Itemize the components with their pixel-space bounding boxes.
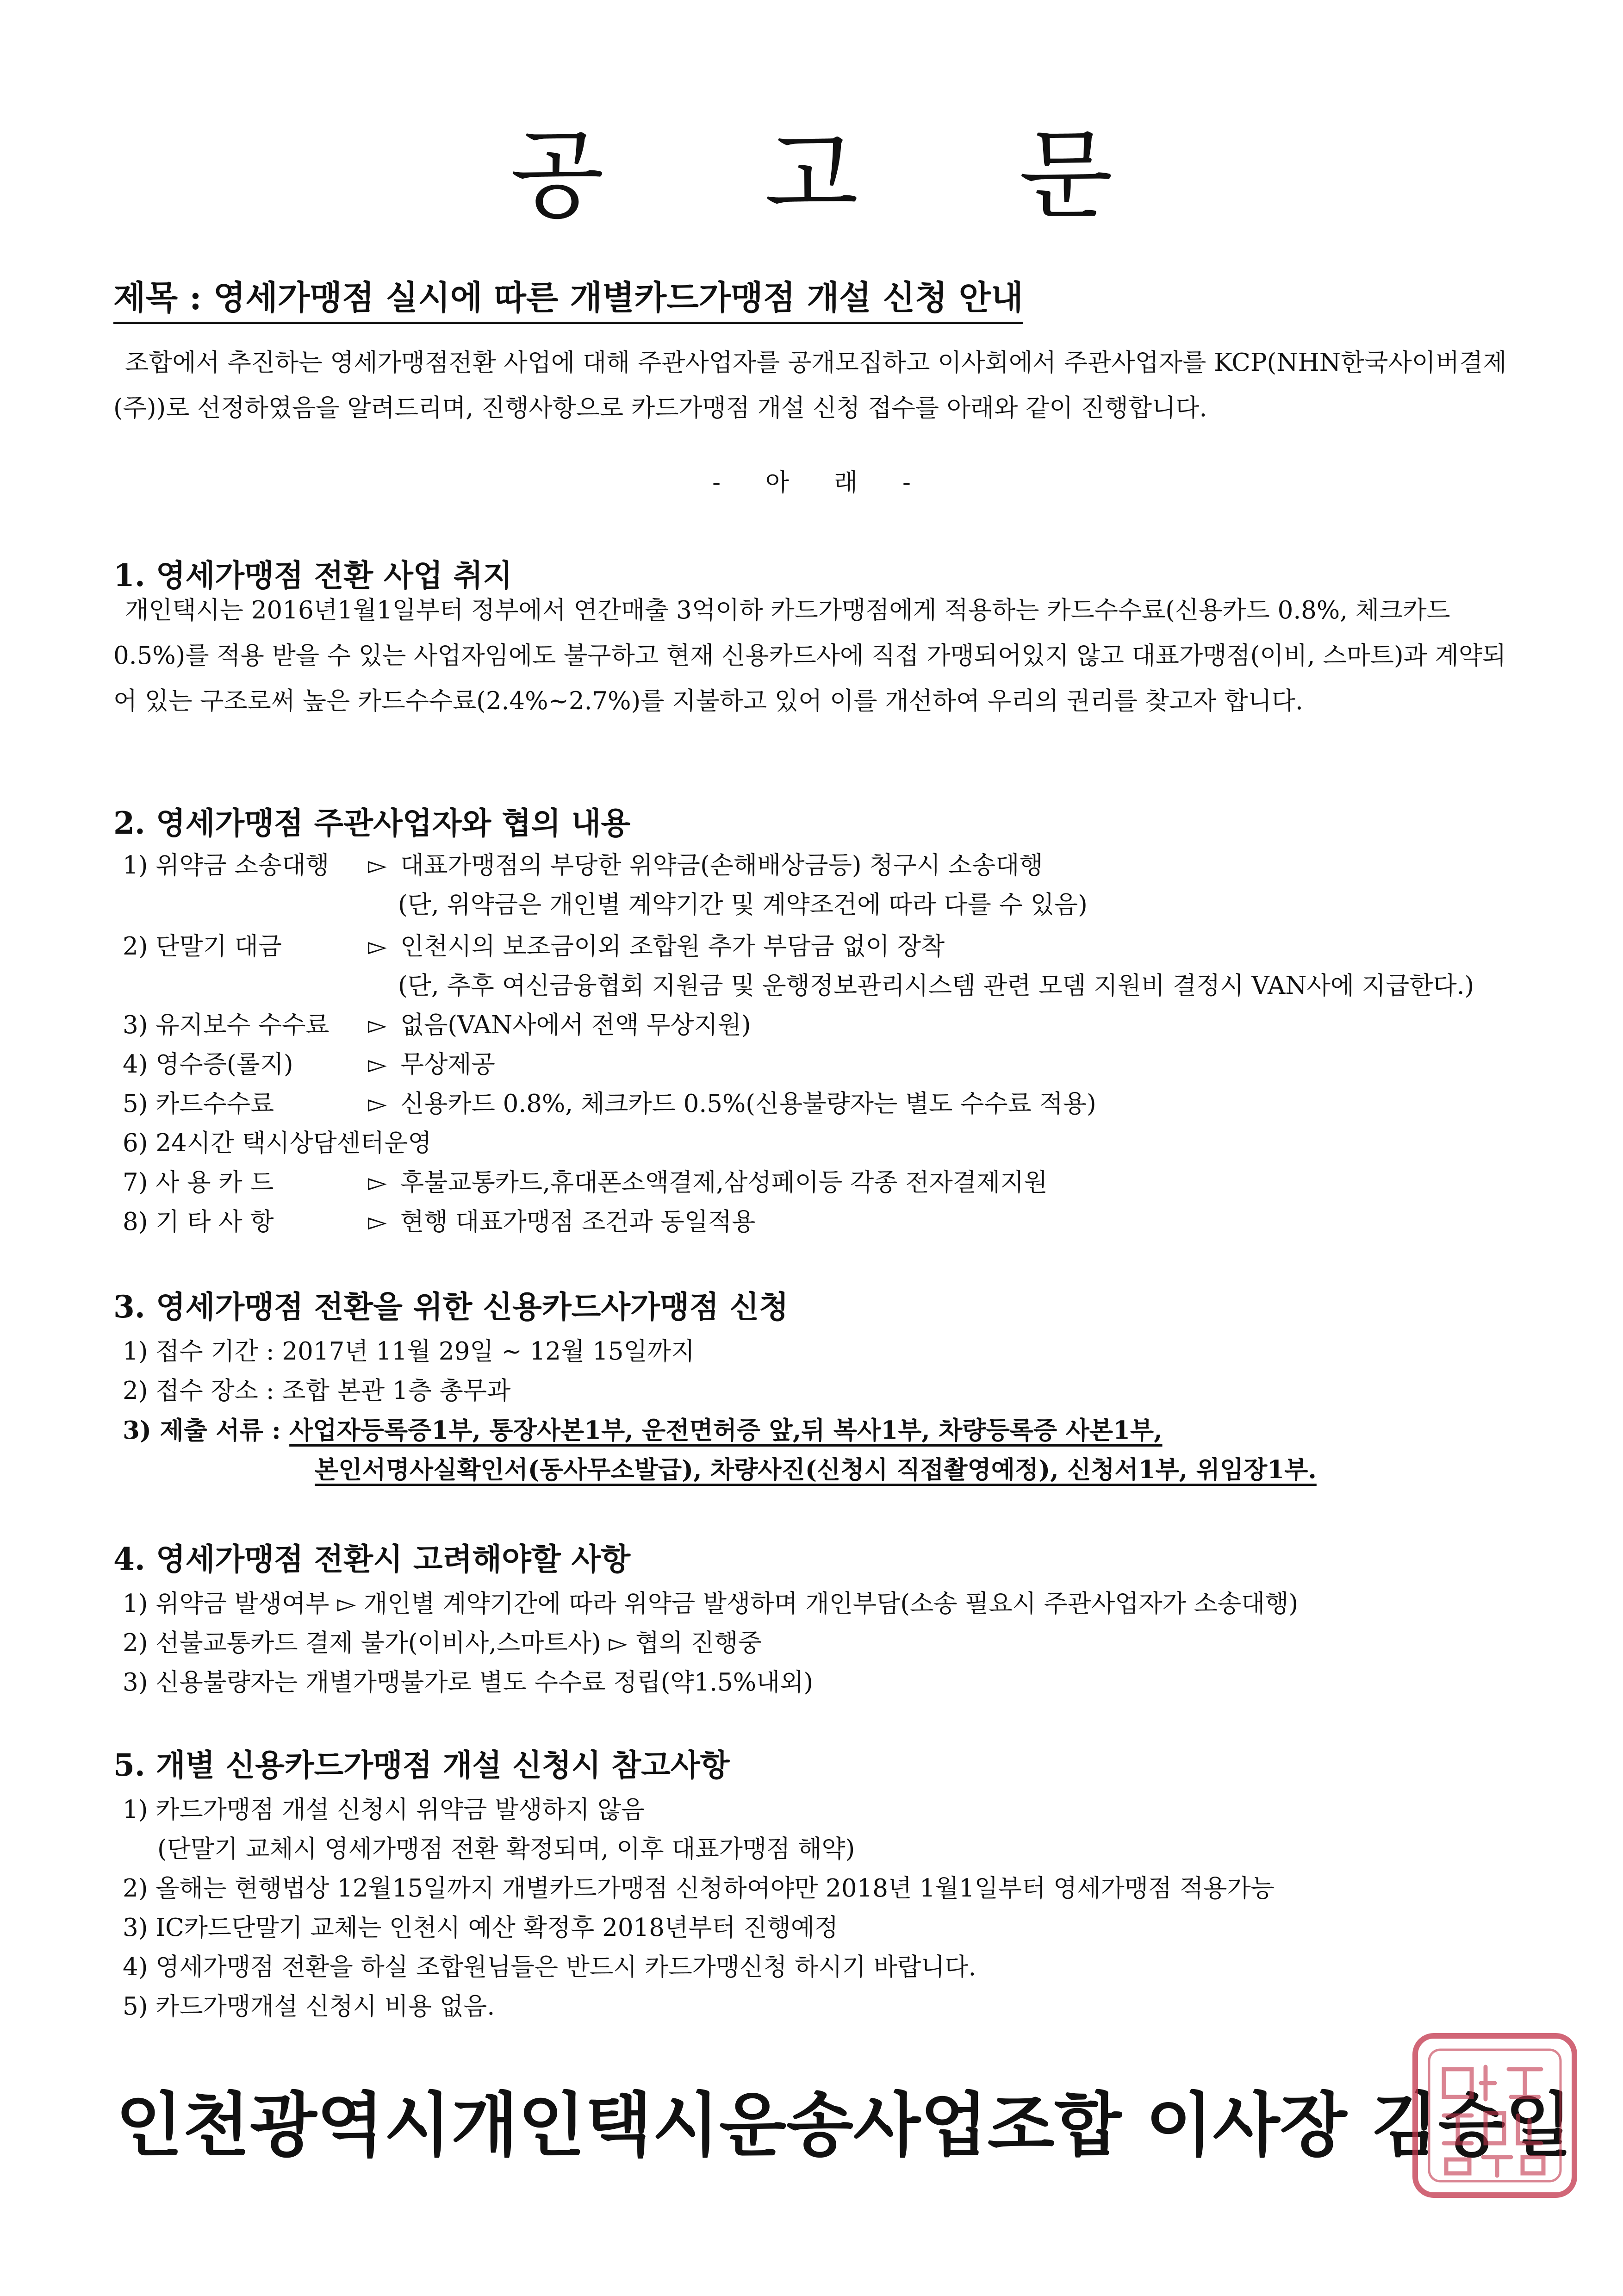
section1-body: 개인택시는 2016년1월1일부터 정부에서 연간매출 3억이하 카드가맹점에게 적용하는 카드수수료(신용카드 0.8%, 체크카드 0.5%)를 적용 받을 수 있는 사업자임에도 불구하고 현재 신용카드사에 직접 가맹되어있지 않고 대표가맹점(이비, 스마트)과 계약되어 있는 구조로써 높은 카드수수료(2.4%~2.7%)를 지불하고 있어 이를 개선하여 우리의 권리를 찾고자 합니다. <box>113 596 1506 715</box>
required-documents-line2: 본인서명사실확인서(동사무소발급), 차량사진(신청시 직접촬영예정), 신청서1부, 위임장1부. <box>315 1455 1317 1484</box>
section5-heading: 5. 개별 신용카드가맹점 개설 신청시 참고사항 <box>113 1747 730 1783</box>
item-key: 3) 유지보수 수수료 <box>123 1011 330 1039</box>
section2-item <box>123 1125 432 1162</box>
triangle-bullet-icon: ▻ <box>368 1011 387 1039</box>
section2-item <box>123 1086 1096 1123</box>
section4-item: 1) 위약금 발생여부 ▻ 개인별 계약기간에 따라 위약금 발생하며 개인부담(소송 필요시 주관사업자가 소송대행) <box>123 1590 1299 1618</box>
notice-divider-label: - 아 래 - <box>712 468 911 497</box>
item-key: 5) 카드수수료 <box>123 1090 274 1118</box>
triangle-bullet-icon: ▻ <box>368 932 387 961</box>
section5-item: 4) 영세가맹점 전환을 하실 조합원님들은 반드시 카드가맹신청 하시기 바랍니다. <box>123 1953 976 1981</box>
section5-item: 3) IC카드단말기 교체는 인천시 예산 확정후 2018년부터 진행예정 <box>123 1914 839 1942</box>
section1-heading: 1. 영세가맹점 전환 사업 취지 <box>113 557 513 593</box>
issuer-signature-line: 인천광역시개인택시운송사업조합 이사장 김승일 <box>116 2085 1573 2166</box>
item-value: 무상제공 <box>400 1050 495 1079</box>
triangle-bullet-icon: ▻ <box>368 1090 387 1118</box>
triangle-bullet-icon: ▻ <box>368 1168 387 1197</box>
required-documents-line1: 사업자등록증1부, 통장사본1부, 운전면허증 앞,뒤 복사1부, 차량등록증 사본1부, <box>289 1416 1163 1445</box>
section5-item: 5) 카드가맹개설 신청시 비용 없음. <box>123 1992 495 2021</box>
section2-item <box>123 1046 495 1083</box>
item-value: 인천시의 보조금이외 조합원 추가 부담금 없이 장착 <box>400 932 945 961</box>
section4-item: 2) 선불교통카드 결제 불가(이비사,스마트사) ▻ 협의 진행중 <box>123 1629 762 1657</box>
item-value: 없음(VAN사에서 전액 무상지원) <box>400 1011 751 1039</box>
document-title: 공 고 문 <box>510 119 1178 232</box>
section2-heading: 2. 영세가맹점 주관사업자와 협의 내용 <box>113 805 631 841</box>
item-key: 1) 위약금 소송대행 <box>123 851 330 880</box>
section2-item-note: (단, 추후 여신금융협회 지원금 및 운행정보관리시스템 관련 모뎀 지원비 결정시 VAN사에 지급한다.) <box>398 972 1474 1000</box>
section2-item-note: (단, 위약금은 개인별 계약기간 및 계약조건에 따라 다를 수 있음) <box>398 891 1088 919</box>
triangle-bullet-icon: ▻ <box>368 1208 387 1236</box>
section2-item <box>123 928 945 965</box>
section3-item-continued <box>315 1451 1317 1488</box>
triangle-bullet-icon: ▻ <box>368 1050 387 1079</box>
section3-item: 1) 접수 기간 : 2017년 11월 29일 ~ 12월 15일까지 <box>123 1337 695 1366</box>
section4-heading: 4. 영세가맹점 전환시 고려해야할 사항 <box>113 1541 631 1577</box>
item-label: 3) 제출 서류 : <box>123 1416 290 1445</box>
section4-item: 3) 신용불량자는 개별가맹불가로 별도 수수료 정립(약1.5%내외) <box>123 1668 814 1697</box>
item-key: 7) 사 용 카 드 <box>123 1168 274 1197</box>
item-key: 4) 영수증(롤지) <box>123 1050 293 1079</box>
item-value: 신용카드 0.8%, 체크카드 0.5%(신용불량자는 별도 수수료 적용) <box>400 1090 1096 1118</box>
official-seal-stamp <box>1407 2028 1583 2203</box>
section2-item <box>123 1164 1048 1201</box>
item-value: 후불교통카드,휴대폰소액결제,삼성페이등 각종 전자결제지원 <box>400 1168 1048 1197</box>
section2-item <box>123 1204 755 1241</box>
section3-item <box>123 1412 1163 1449</box>
item-key: 8) 기 타 사 항 <box>123 1208 274 1236</box>
section5-item-note: (단말기 교체시 영세가맹점 전환 확정되며, 이후 대표가맹점 해약) <box>157 1835 855 1863</box>
section5-item: 2) 올해는 현행법상 12월15일까지 개별카드가맹점 신청하여야만 2018년 1월1일부터 영세가맹점 적용가능 <box>123 1874 1275 1903</box>
section2-item <box>123 1007 751 1044</box>
section2-item <box>123 847 1043 884</box>
triangle-bullet-icon: ▻ <box>368 851 387 880</box>
document-subject: 제목 : 영세가맹점 실시에 따른 개별카드가맹점 개설 신청 안내 <box>113 271 1023 324</box>
intro-paragraph: 조합에서 추진하는 영세가맹점전환 사업에 대해 주관사업자를 공개모집하고 이사회에서 주관사업자를 KCP(NHN한국사이버결제(주))로 선정하였음을 알려드리며, 진행사항으로 카드가맹점 개설 신청 접수를 아래와 같이 진행합니다. <box>113 349 1507 422</box>
section3-item: 2) 접수 장소 : 조합 본관 1층 총무과 <box>123 1377 511 1405</box>
item-value: 대표가맹점의 부당한 위약금(손해배상금등) 청구시 소송대행 <box>400 851 1043 880</box>
section3-heading: 3. 영세가맹점 전환을 위한 신용카드사가맹점 신청 <box>113 1289 789 1325</box>
item-key: 2) 단말기 대금 <box>123 932 282 961</box>
item-value: 현행 대표가맹점 조건과 동일적용 <box>400 1208 756 1236</box>
item-key: 6) 24시간 택시상담센터운영 <box>123 1129 432 1157</box>
section5-item: 1) 카드가맹점 개설 신청시 위약금 발생하지 않음 <box>123 1796 645 1824</box>
